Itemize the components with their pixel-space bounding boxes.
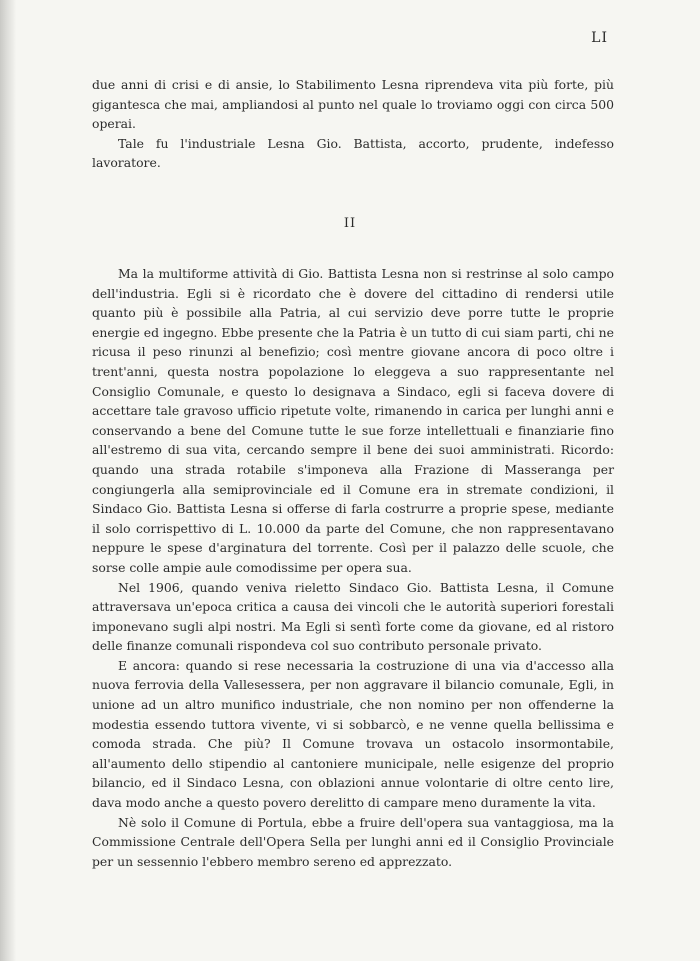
page-binding-shadow <box>0 0 16 961</box>
section-heading: II <box>343 216 357 231</box>
section-paragraph: Nè solo il Comune di Portula, ebbe a fruire dell'opera sua vantaggiosa, ma la Commissione Centrale dell'Opera Sella per lunghi anni ed il Consiglio Provinciale per un sessennio l'ebbero membro sereno ed apprezzato. <box>92 814 614 869</box>
section-paragraph: Ma la multiforme attività di Gio. Battista Lesna non si restrinse al solo campo dell'industria. Egli si è ricordato che è dovere del cittadino di rendersi utile quanto più è possibile alla Patria, al cui servizio deve porre tutte le proprie energie ed ingegno. Ebbe presente che la Patria è un tutto di cui siam parti, chi ne ricusa il peso rinunzi al benefizio; così mentre giovane ancora di poco oltre i trent'anni, questa nostra popolazione lo eleggeva a suo rappresentante nel Consiglio Comunale, e questo lo designava a Sindaco, egli si faceva dovere di accettare tale gravoso ufficio ripetute volte, rimanendo in carica per lunghi anni e conservando a bene del Comune tutte le sue forze intellettuali e finanziarie fino all'estremo di sua vita, cercando sempre il bene dei suoi amministrati. Ricordo: quando una strada rotabile s'imponeva alla Frazione di Masseranga per congiungerla alla semiprovinciale ed il Comune era in stremate condizioni, il Sindaco Gio. Battista Lesna si offerse di farla costrurre a proprie spese, mediante il solo corrispettivo di L. 10.000 da parte del Comune, che non rappresentavano neppure le spese d'arginatura del torrente. Così per il palazzo delle scuole, che sorse colle ampie aule comodissime per opera sua. <box>92 266 614 575</box>
intro-paragraph-continuation: due anni di crisi e di ansie, lo Stabilimento Lesna riprendeva vita più forte, più gigantesca che mai, ampliandosi al punto nel quale lo troviamo oggi con circa 500 operai. <box>92 77 614 132</box>
page-number: LI <box>591 30 608 46</box>
section-text <box>92 264 614 871</box>
section-paragraph: E ancora: quando si rese necessaria la costruzione di una via d'accesso alla nuova ferrovia della Vallesessera, per non aggravare il bilancio comunale, Egli, in unione ad un altro munifico industriale, che non nomino per non offenderne la modestia essendo tuttora vivente, vi si sobbarcò, e ne venne quella bellissima e comoda strada. Che più? Il Comune trovava un ostacolo insormontabile, all'aumento dello stipendio al cantoniere municipale, nelle esigenze del proprio bilancio, ed il Sindaco Lesna, con oblazioni annue volontarie di oltre cento lire, dava modo anche a questo povero derelitto di campare meno duramente la vita. <box>92 657 614 811</box>
intro-paragraph-summary: Tale fu l'industriale Lesna Gio. Battista, accorto, prudente, indefesso lavoratore. <box>92 135 614 171</box>
intro-text <box>92 75 614 173</box>
section-paragraph: Nel 1906, quando veniva rieletto Sindaco Gio. Battista Lesna, il Comune attraversava un'epoca critica a causa dei vincoli che le autorità superiori forestali imponevano sugli alpi nostri. Ma Egli si sentì forte come da giovane, ed al ristoro delle finanze comunali rispondeva col suo contributo personale privato. <box>92 579 614 654</box>
